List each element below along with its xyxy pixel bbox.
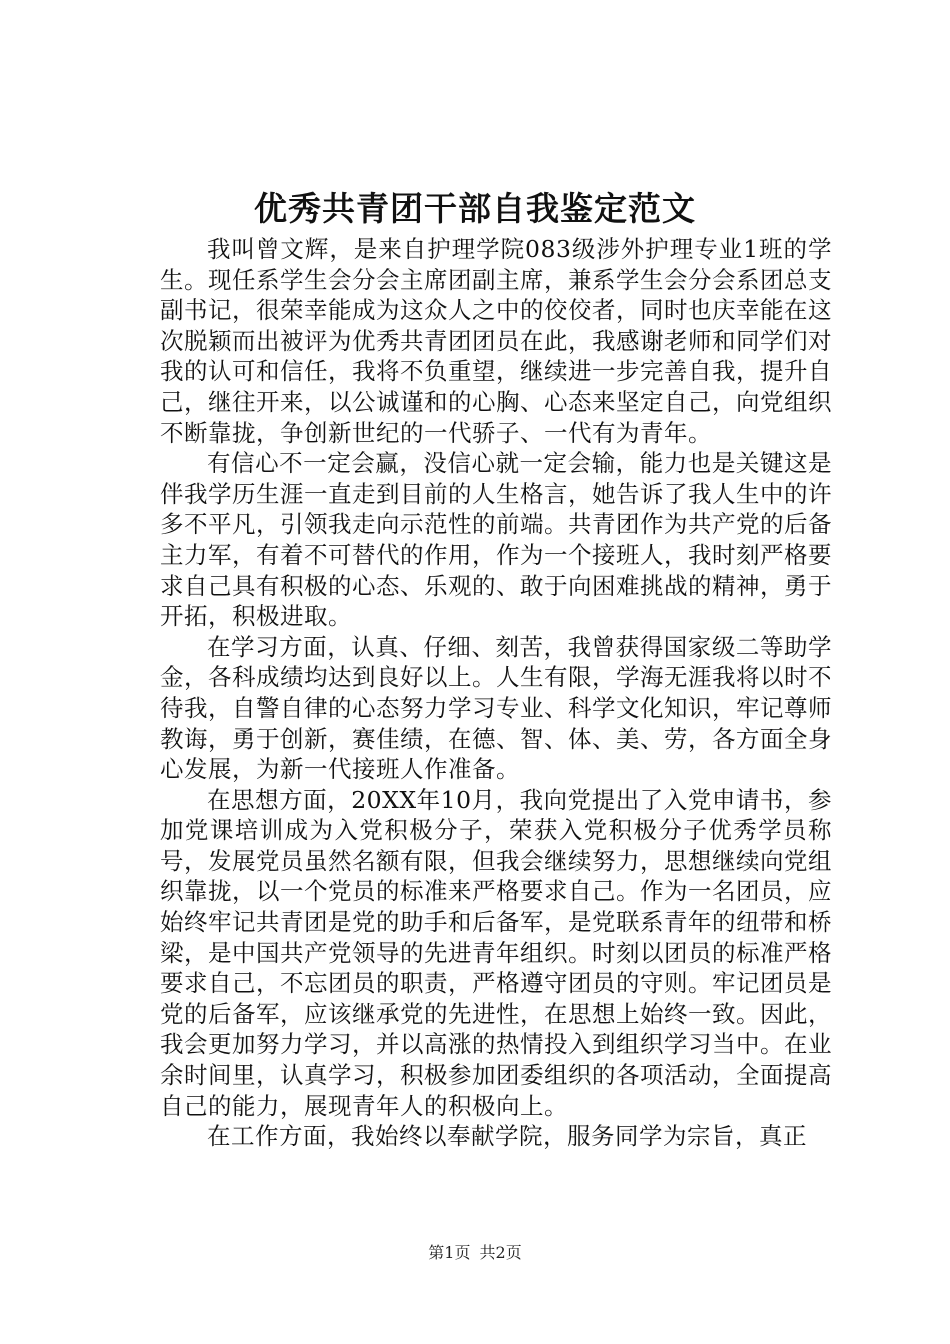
document-title: 优秀共青团干部自我鉴定范文	[254, 189, 696, 228]
page-footer	[0, 1241, 950, 1265]
page-number-current: 第1页	[428, 1243, 471, 1262]
page-number-total: 共2页	[479, 1243, 522, 1262]
paragraph-intro: 我叫曾文辉，是来自护理学院083级涉外护理专业1班的学生。现任系学生会分会主席团副主席，兼系学生会分会系团总支副书记，很荣幸能成为这众人之中的佼佼者，同时也庆幸能在这次脱颖而出被评为优秀共青团团员在此，我感谢老师和同学们对我的认可和信任，我将不负重望，继续进一步完善自我，提升自己，继往开来，以公诚谨和的心胸、心态来坚定自己，向党组织不断靠拢，争创新世纪的一代骄子、一代有为青年。	[160, 235, 832, 447]
paragraph-thought: 在思想方面，20XX年10月，我向党提出了入党申请书，参加党课培训成为入党积极分子，荣获入党积极分子优秀学员称号，发展党员虽然名额有限，但我会继续努力，思想继续向党组织靠拢，以一个党员的标准来严格要求自己。作为一名团员，应始终牢记共青团是党的助手和后备军，是党联系青年的纽带和桥梁，是中国共产党领导的先进青年组织。时刻以团员的标准严格要求自己，不忘团员的职责，严格遵守团员的守则。牢记团员是党的后备军，应该继承党的先进性，在思想上始终一致。因此，我会更加努力学习，并以高涨的热情投入到组织学习当中。在业余时间里，认真学习，积极参加团委组织的各项活动，全面提高自己的能力，展现青年人的积极向上。	[160, 785, 832, 1120]
document-body	[160, 234, 832, 1152]
paragraph-motto: 有信心不一定会赢，没信心就一定会输，能力也是关键这是伴我学历生涯一直走到目前的人生格言，她告诉了我人生中的许多不平凡，引领我走向示范性的前端。共青团作为共产党的后备主力军，有着不可替代的作用，作为一个接班人，我时刻严格要求自己具有积极的心态、乐观的、敢于向困难挑战的精神，勇于开拓，积极进取。	[160, 449, 832, 631]
paragraph-study: 在学习方面，认真、仔细、刻苦，我曾获得国家级二等助学金，各科成绩均达到良好以上。人生有限，学海无涯我将以时不待我，自警自律的心态努力学习专业、科学文化知识，牢记尊师教诲，勇于创新，赛佳绩，在德、智、体、美、劳，各方面全身心发展，为新一代接班人作准备。	[160, 632, 832, 784]
paragraph-work: 在工作方面，我始终以奉献学院，服务同学为宗旨，真正	[207, 1122, 807, 1151]
